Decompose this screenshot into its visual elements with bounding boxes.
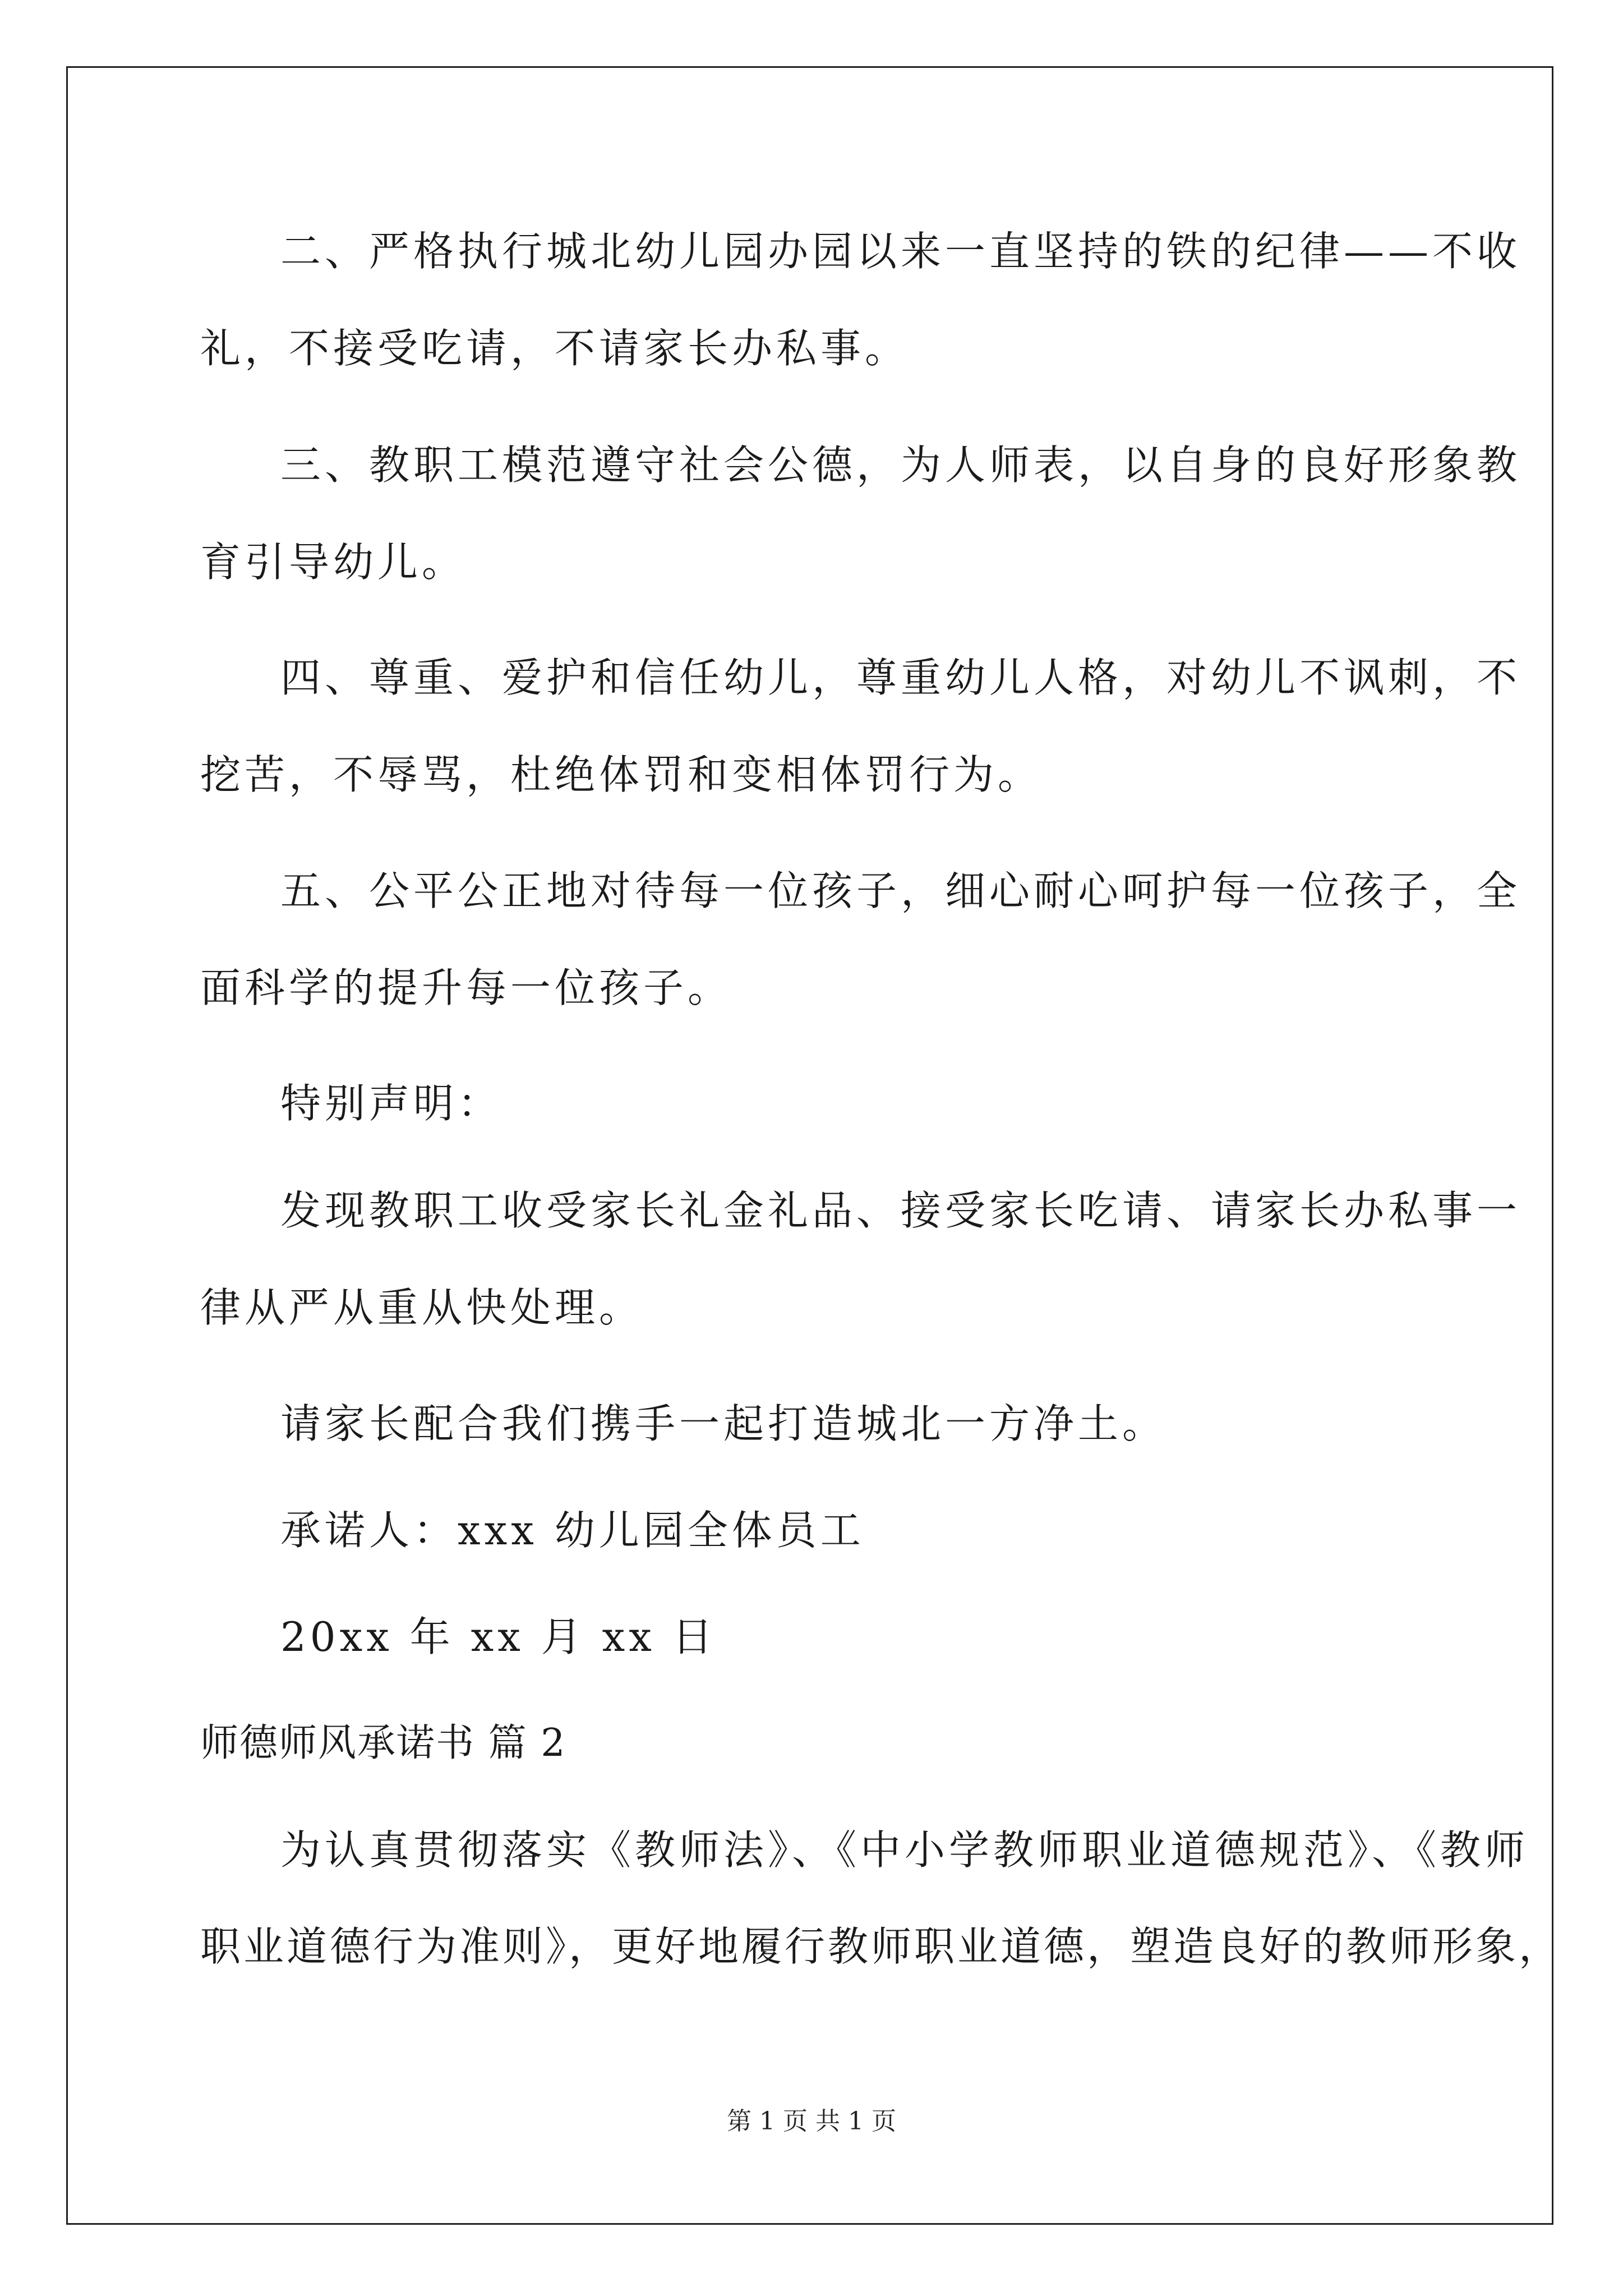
paragraph-line: 承诺人：xxx 幼儿园全体员工 xyxy=(280,1507,865,1554)
paragraph-line: 挖苦，不辱骂，杜绝体罚和变相体罚行为。 xyxy=(200,751,1043,798)
paragraph-line: 四、尊重、爱护和信任幼儿，尊重幼儿人格，对幼儿不讽刺，不 xyxy=(280,654,1521,701)
paragraph-line: 五、公平公正地对待每一位孩子，细心耐心呵护每一位孩子，全 xyxy=(280,867,1521,914)
paragraph-line: 职业道德行为准则》，更好地履行教师职业道德，塑造良好的教师形象， xyxy=(200,1923,1562,1970)
paragraph-line: 为认真贯彻落实《教师法》、《中小学教师职业道德规范》、《教师 xyxy=(280,1826,1529,1874)
paragraph-line: 二、严格执行城北幼儿园办园以来一直坚持的铁的纪律——不收 xyxy=(280,228,1521,275)
section-heading: 师德师风承诺书 篇 2 xyxy=(200,1721,566,1765)
page-number-footer: 第 1 页 共 1 页 xyxy=(727,2107,896,2136)
paragraph-line: 20xx 年 xx 月 xx 日 xyxy=(280,1613,717,1660)
paragraph-line: 三、教职工模范遵守社会公德，为人师表，以自身的良好形象教 xyxy=(280,441,1521,489)
paragraph-line: 礼，不接受吃请，不请家长办私事。 xyxy=(200,325,910,372)
paragraph-line: 请家长配合我们携手一起打造城北一方净土。 xyxy=(280,1400,1167,1447)
page-border xyxy=(66,66,1553,2225)
paragraph-line: 面科学的提升每一位孩子。 xyxy=(200,964,732,1011)
paragraph-line: 律从严从重从快处理。 xyxy=(200,1284,644,1331)
paragraph-line: 发现教职工收受家长礼金礼品、接受家长吃请、请家长办私事一 xyxy=(280,1187,1521,1234)
paragraph-line: 特别声明： xyxy=(280,1080,502,1127)
paragraph-line: 育引导幼儿。 xyxy=(200,539,467,586)
